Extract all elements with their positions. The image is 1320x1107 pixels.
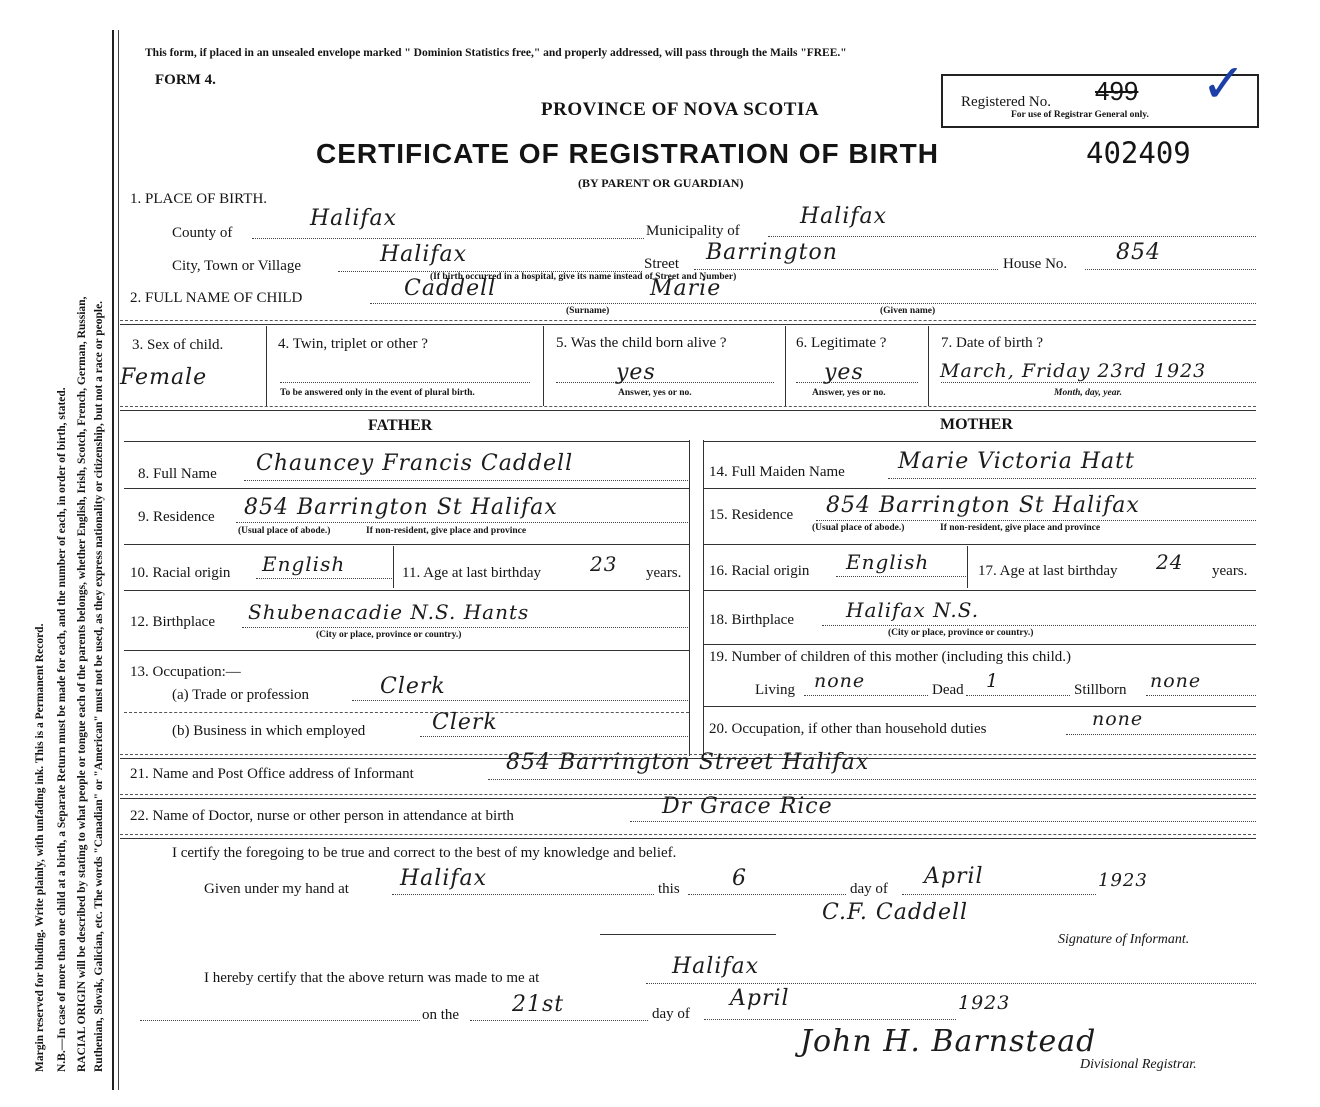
father-racial-origin-label: 10. Racial origin [130, 565, 231, 581]
mother-birthplace-note: (City or place, province or country.) [888, 628, 1034, 638]
mother-age-value: 24 [1156, 550, 1184, 574]
stillborn-label: Stillborn [1074, 682, 1127, 698]
mother-nonresident-note: If non-resident, give place and province [940, 523, 1101, 533]
registrar-year-value: 1923 [958, 992, 1011, 1014]
registrar-day-value: 21st [512, 992, 565, 1017]
surname-caption: (Surname) [566, 306, 610, 316]
business-label: (b) Business in which employed [172, 723, 366, 739]
county-value: Halifax [310, 206, 398, 231]
given-day-value: 6 [732, 866, 747, 891]
dead-label: Dead [932, 682, 964, 698]
margin-note-binding: Margin reserved for binding. Write plainly, with unfading ink. This is a Permanent Record. [34, 623, 46, 1072]
given-dayof-label: day of [850, 881, 888, 897]
house-number-value: 854 [1116, 240, 1161, 265]
informant-signature-caption: Signature of Informant. [1058, 932, 1190, 947]
place-of-birth-label: 1. PLACE OF BIRTH. [130, 191, 268, 207]
certificate-subtitle: (BY PARENT OR GUARDIAN) [578, 176, 744, 190]
registrar-on-the-label: on the [422, 1007, 460, 1023]
this-label: this [658, 881, 680, 897]
mother-residence-value: 854 Barrington St Halifax [826, 493, 1140, 518]
margin-rule [112, 30, 114, 1090]
informant-label: 21. Name and Post Office address of Informant [130, 766, 414, 782]
mother-residence-label: 15. Residence [709, 507, 794, 523]
registrar-dayof-label: day of [652, 1006, 690, 1022]
certificate-title: CERTIFICATE OF REGISTRATION OF BIRTH [316, 138, 939, 169]
mother-age-label: 17. Age at last birthday [978, 563, 1118, 579]
house-number-label: House No. [1003, 256, 1068, 272]
child-surname-value: Caddell [404, 276, 497, 301]
registrar-place-value: Halifax [672, 954, 760, 979]
legitimate-note: Answer, yes or no. [812, 388, 886, 398]
mother-years-label: years. [1212, 563, 1248, 579]
sex-value: Female [120, 365, 208, 390]
father-birthplace-label: 12. Birthplace [130, 614, 215, 630]
dead-value: 1 [986, 670, 1000, 692]
registrar-signature: John H. Barnstead [800, 1024, 1097, 1059]
check-icon: ✓ [1201, 52, 1247, 115]
father-name-value: Chauncey Francis Caddell [256, 451, 574, 476]
mother-heading: MOTHER [940, 416, 1013, 433]
mother-name-value: Marie Victoria Hatt [898, 449, 1135, 474]
mother-abode-note: (Usual place of abode.) [812, 523, 905, 533]
father-name-label: 8. Full Name [138, 466, 217, 482]
registrar-statement: I hereby certify that the above return was made to me at [204, 970, 540, 986]
twin-label: 4. Twin, triplet or other ? [278, 336, 428, 352]
father-age-value: 23 [590, 552, 618, 576]
city-label: City, Town or Village [172, 258, 302, 274]
father-years-label: years. [646, 565, 682, 581]
date-of-birth-label: 7. Date of birth ? [941, 335, 1044, 351]
form-number: FORM 4. [155, 72, 216, 88]
given-place-value: Halifax [400, 866, 488, 891]
mother-racial-origin-label: 16. Racial origin [709, 563, 810, 579]
date-of-birth-value: March, Friday 23rd 1923 [940, 360, 1207, 382]
father-abode-note: (Usual place of abode.) [238, 526, 331, 536]
trade-value: Clerk [380, 674, 446, 699]
mother-name-label: 14. Full Maiden Name [709, 464, 845, 480]
father-residence-label: 9. Residence [138, 509, 215, 525]
father-residence-value: 854 Barrington St Halifax [244, 495, 558, 520]
mother-racial-origin-value: English [846, 550, 930, 574]
born-alive-note: Answer, yes or no. [618, 388, 692, 398]
father-occupation-label: 13. Occupation:— [130, 664, 241, 680]
informant-signature: C.F. Caddell [822, 900, 969, 925]
municipality-label: Municipality of [646, 223, 740, 239]
registered-number: 499 [1095, 76, 1139, 106]
registered-label: Registered No. [961, 94, 1051, 110]
sex-label: 3. Sex of child. [132, 337, 224, 353]
doctor-value: Dr Grace Rice [662, 794, 833, 819]
registrar-caption: Divisional Registrar. [1080, 1057, 1197, 1072]
father-nonresident-note: If non-resident, give place and province [366, 526, 527, 536]
street-value: Barrington [706, 240, 838, 265]
street-label: Street [644, 256, 679, 272]
father-heading: FATHER [368, 417, 433, 434]
living-value: none [814, 670, 866, 692]
province-title: PROVINCE OF NOVA SCOTIA [541, 99, 820, 120]
hospital-note: (If birth occurred in a hospital, give its name instead of Street and Number) [430, 272, 737, 282]
certify-statement: I certify the foregoing to be true and correct to the best of my knowledge and belief. [172, 845, 677, 861]
mother-occupation-label: 20. Occupation, if other than household duties [709, 721, 987, 737]
margin-note-multiple-births: N.B.—In case of more than one child at a birth, a Separate Return must be made for each, and the number of each, in order of birth, stated. [56, 387, 68, 1072]
father-racial-origin-value: English [262, 552, 346, 576]
father-birthplace-note: (City or place, province or country.) [316, 630, 462, 640]
certificate-number: 402409 [1086, 136, 1191, 170]
father-age-label: 11. Age at last birthday [402, 565, 541, 581]
mother-birthplace-label: 18. Birthplace [709, 612, 794, 628]
given-month-value: April [924, 864, 984, 889]
margin-rule-inner [118, 30, 119, 1090]
given-year-value: 1923 [1098, 870, 1148, 891]
given-under-hand-label: Given under my hand at [204, 881, 349, 897]
living-label: Living [755, 682, 795, 698]
trade-label: (a) Trade or profession [172, 687, 310, 703]
children-count-label: 19. Number of children of this mother (including this child.) [709, 649, 1072, 665]
father-birthplace-value: Shubenacadie N.S. Hants [248, 600, 530, 624]
given-name-caption: (Given name) [880, 306, 936, 316]
child-given-name-value: Marie [650, 276, 722, 301]
born-alive-label: 5. Was the child born alive ? [556, 335, 727, 351]
registered-box [941, 52, 1259, 128]
county-label: County of [172, 225, 233, 241]
child-name-label: 2. FULL NAME OF CHILD [130, 290, 303, 306]
born-alive-value: yes [616, 360, 656, 385]
legitimate-value: yes [824, 360, 864, 385]
twin-note: To be answered only in the event of plural birth. [280, 388, 475, 398]
doctor-label: 22. Name of Doctor, nurse or other person in attendance at birth [130, 808, 514, 824]
margin-note-racial-origin-cont: Ruthenian, Slovak, Galician, etc. The words "Canadian" or "American" must not be used, as they express nationality or citizenship, but not a race or people. [93, 300, 105, 1072]
margin-note-racial-origin: RACIAL ORIGIN will be described by stating to what people or tongue each of the parents belongs, whether English, Irish, Scotch, French, German, Russian, [76, 296, 88, 1072]
mother-birthplace-value: Halifax N.S. [846, 598, 980, 622]
date-of-birth-note: Month, day, year. [1054, 388, 1122, 398]
mail-notice: This form, if placed in an unsealed envelope marked " Dominion Statistics free," and properly addressed, will pass through the Mails "FREE." [145, 47, 847, 59]
registrar-general-note: For use of Registrar General only. [1011, 110, 1149, 120]
city-value: Halifax [380, 242, 468, 267]
business-value: Clerk [432, 710, 498, 735]
legitimate-label: 6. Legitimate ? [796, 335, 887, 351]
informant-value: 854 Barrington Street Halifax [506, 750, 870, 775]
registrar-month-value: April [730, 986, 790, 1011]
stillborn-value: none [1150, 670, 1202, 692]
mother-occupation-value: none [1092, 708, 1144, 730]
municipality-value: Halifax [800, 204, 888, 229]
